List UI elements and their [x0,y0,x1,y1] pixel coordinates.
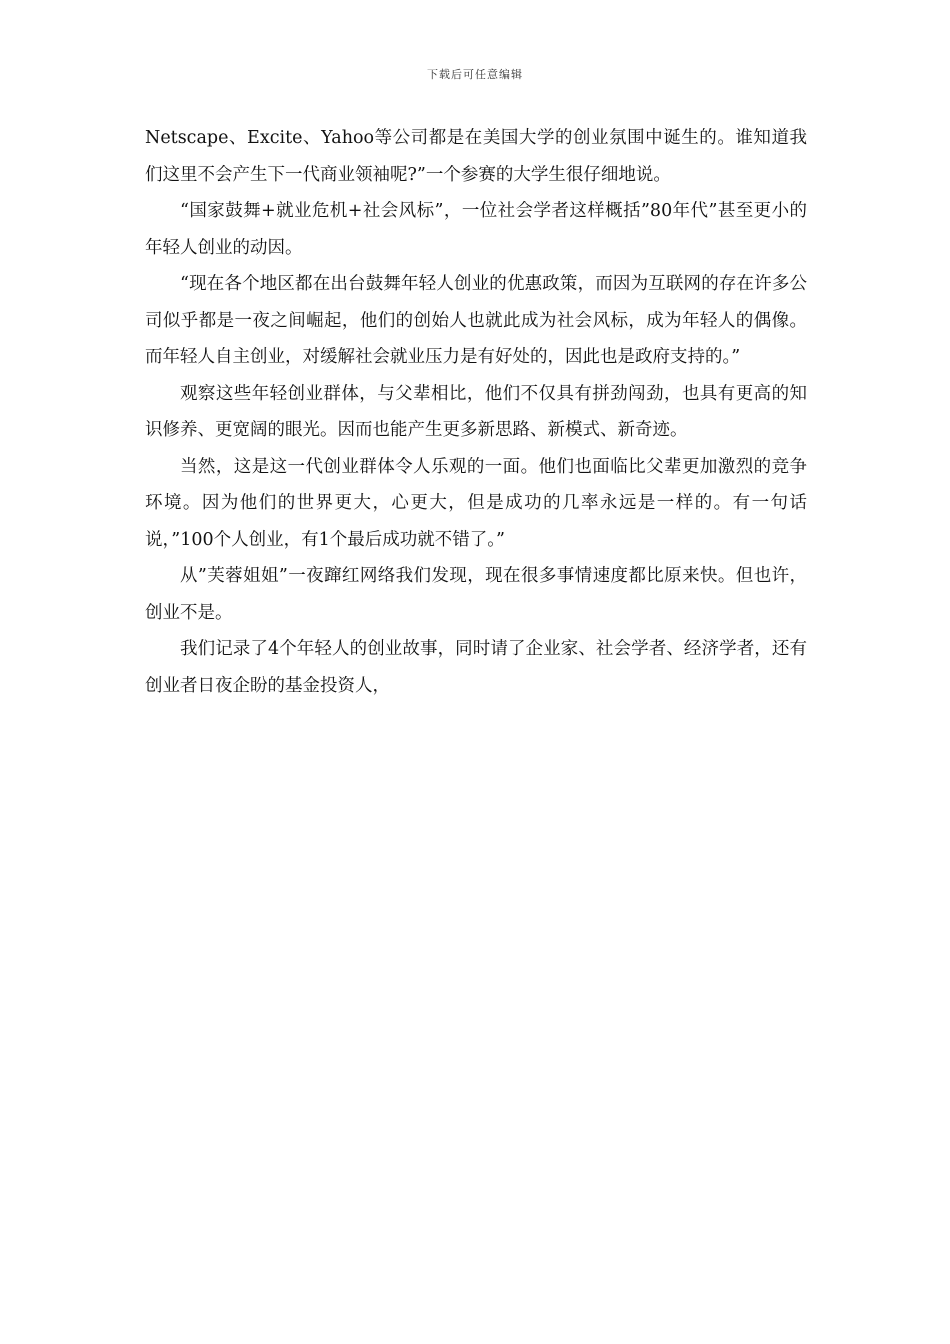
paragraph: 从”芙蓉姐姐”一夜蹿红网络我们发现，现在很多事情速度都比原来快。但也许，创业不是。 [145,566,807,623]
paragraph: “现在各个地区都在出台鼓舞年轻人创业的优惠政策，而因为互联网的存在许多公司似乎都是一夜之间崛起，他们的创始人也就此成为社会风标，成为年轻人的偶像。而年轻人自主创业，对缓解社会就业压力是有好处的，因此也是政府支持的。” [145,274,807,367]
paragraph: 观察这些年轻创业群体，与父辈相比，他们不仅具有拼劲闯劲，也具有更高的知识修养、更宽阔的眼光。因而也能产生更多新思路、新模式、新奇迹。 [145,383,807,440]
paragraph: “国家鼓舞+就业危机+社会风标”，一位社会学者这样概括”80年代”甚至更小的年轻人创业的动因。 [145,201,807,258]
paragraph: 当然，这是这一代创业群体令人乐观的一面。他们也面临比父辈更加激烈的竞争环境。因为他们的世界更大，心更大，但是成功的几率永远是一样的。有一句话说，”100个人创业，有1个最后成功就不错了。” [145,456,807,550]
document-body [145,120,807,704]
paragraph: Netscape、Excite、Yahoo等公司都是在美国大学的创业氛围中诞生的。谁知道我们这里不会产生下一代商业领袖呢?”一个参赛的大学生很仔细地说。 [145,128,807,185]
page-header: 下载后可任意编辑 [427,68,523,81]
paragraph: 我们记录了4个年轻人的创业故事，同时请了企业家、社会学者、经济学者，还有创业者日夜企盼的基金投资人， [145,639,807,696]
